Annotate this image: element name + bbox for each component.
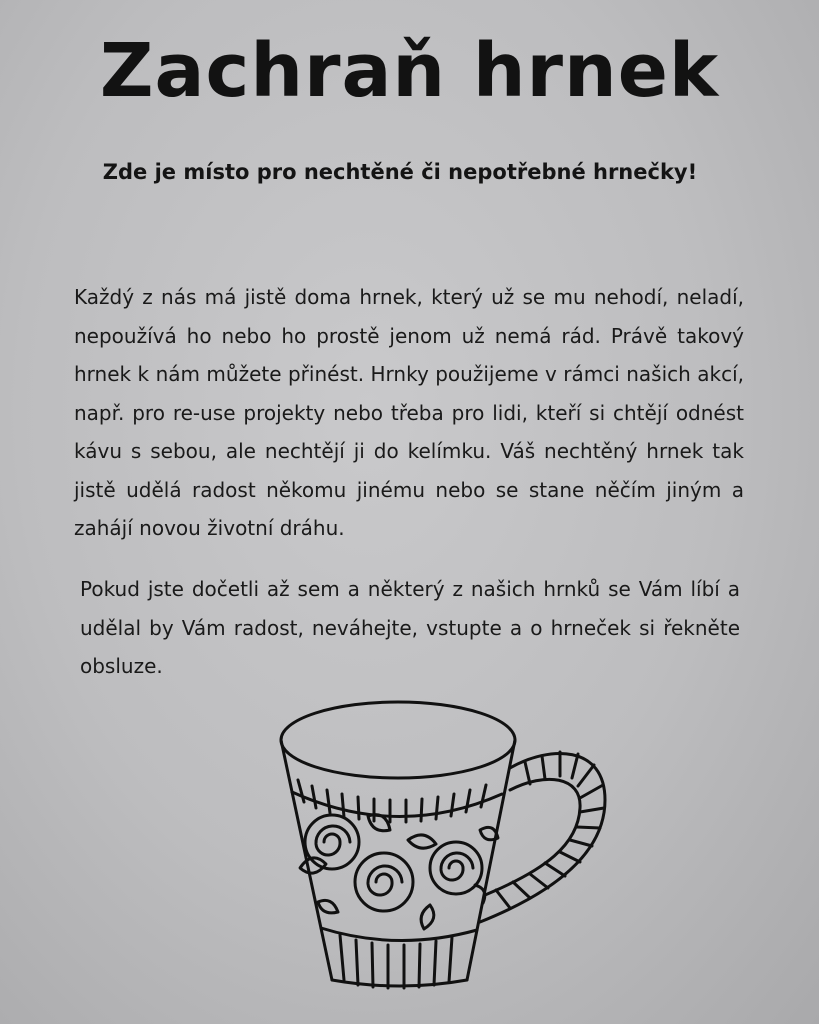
page-title: Zachraň hrnek — [99, 28, 720, 114]
paragraph-intro: Každý z nás má jistě doma hrnek, který už se mu nehodí, neladí, nepoužívá ho nebo ho prostě jenom už nemá rád. Právě takový hrnek k nám můžete přinést. Hrnky použijeme v rámci našich akcí, např. pro re-use projekty nebo třeba pro lidi, kteří si chtějí odnést kávu s sebou, ale nechtějí ji do kelímku. Váš nechtěný hrnek tak jistě udělá radost někomu jinému nebo se stane něčím jiným a zahájí novou životní dráhu. — [74, 285, 744, 540]
page-subtitle: Zde je místo pro nechtěné či nepotřebné hrnečky! — [102, 160, 698, 184]
mug-with-roses-icon — [180, 690, 640, 1010]
paragraph-invitation: Pokud jste dočetli až sem a některý z našich hrnků se Vám líbí a udělal by Vám radost, neváhejte, vstupte a o hrneček si řekněte obsluze. — [80, 577, 740, 678]
